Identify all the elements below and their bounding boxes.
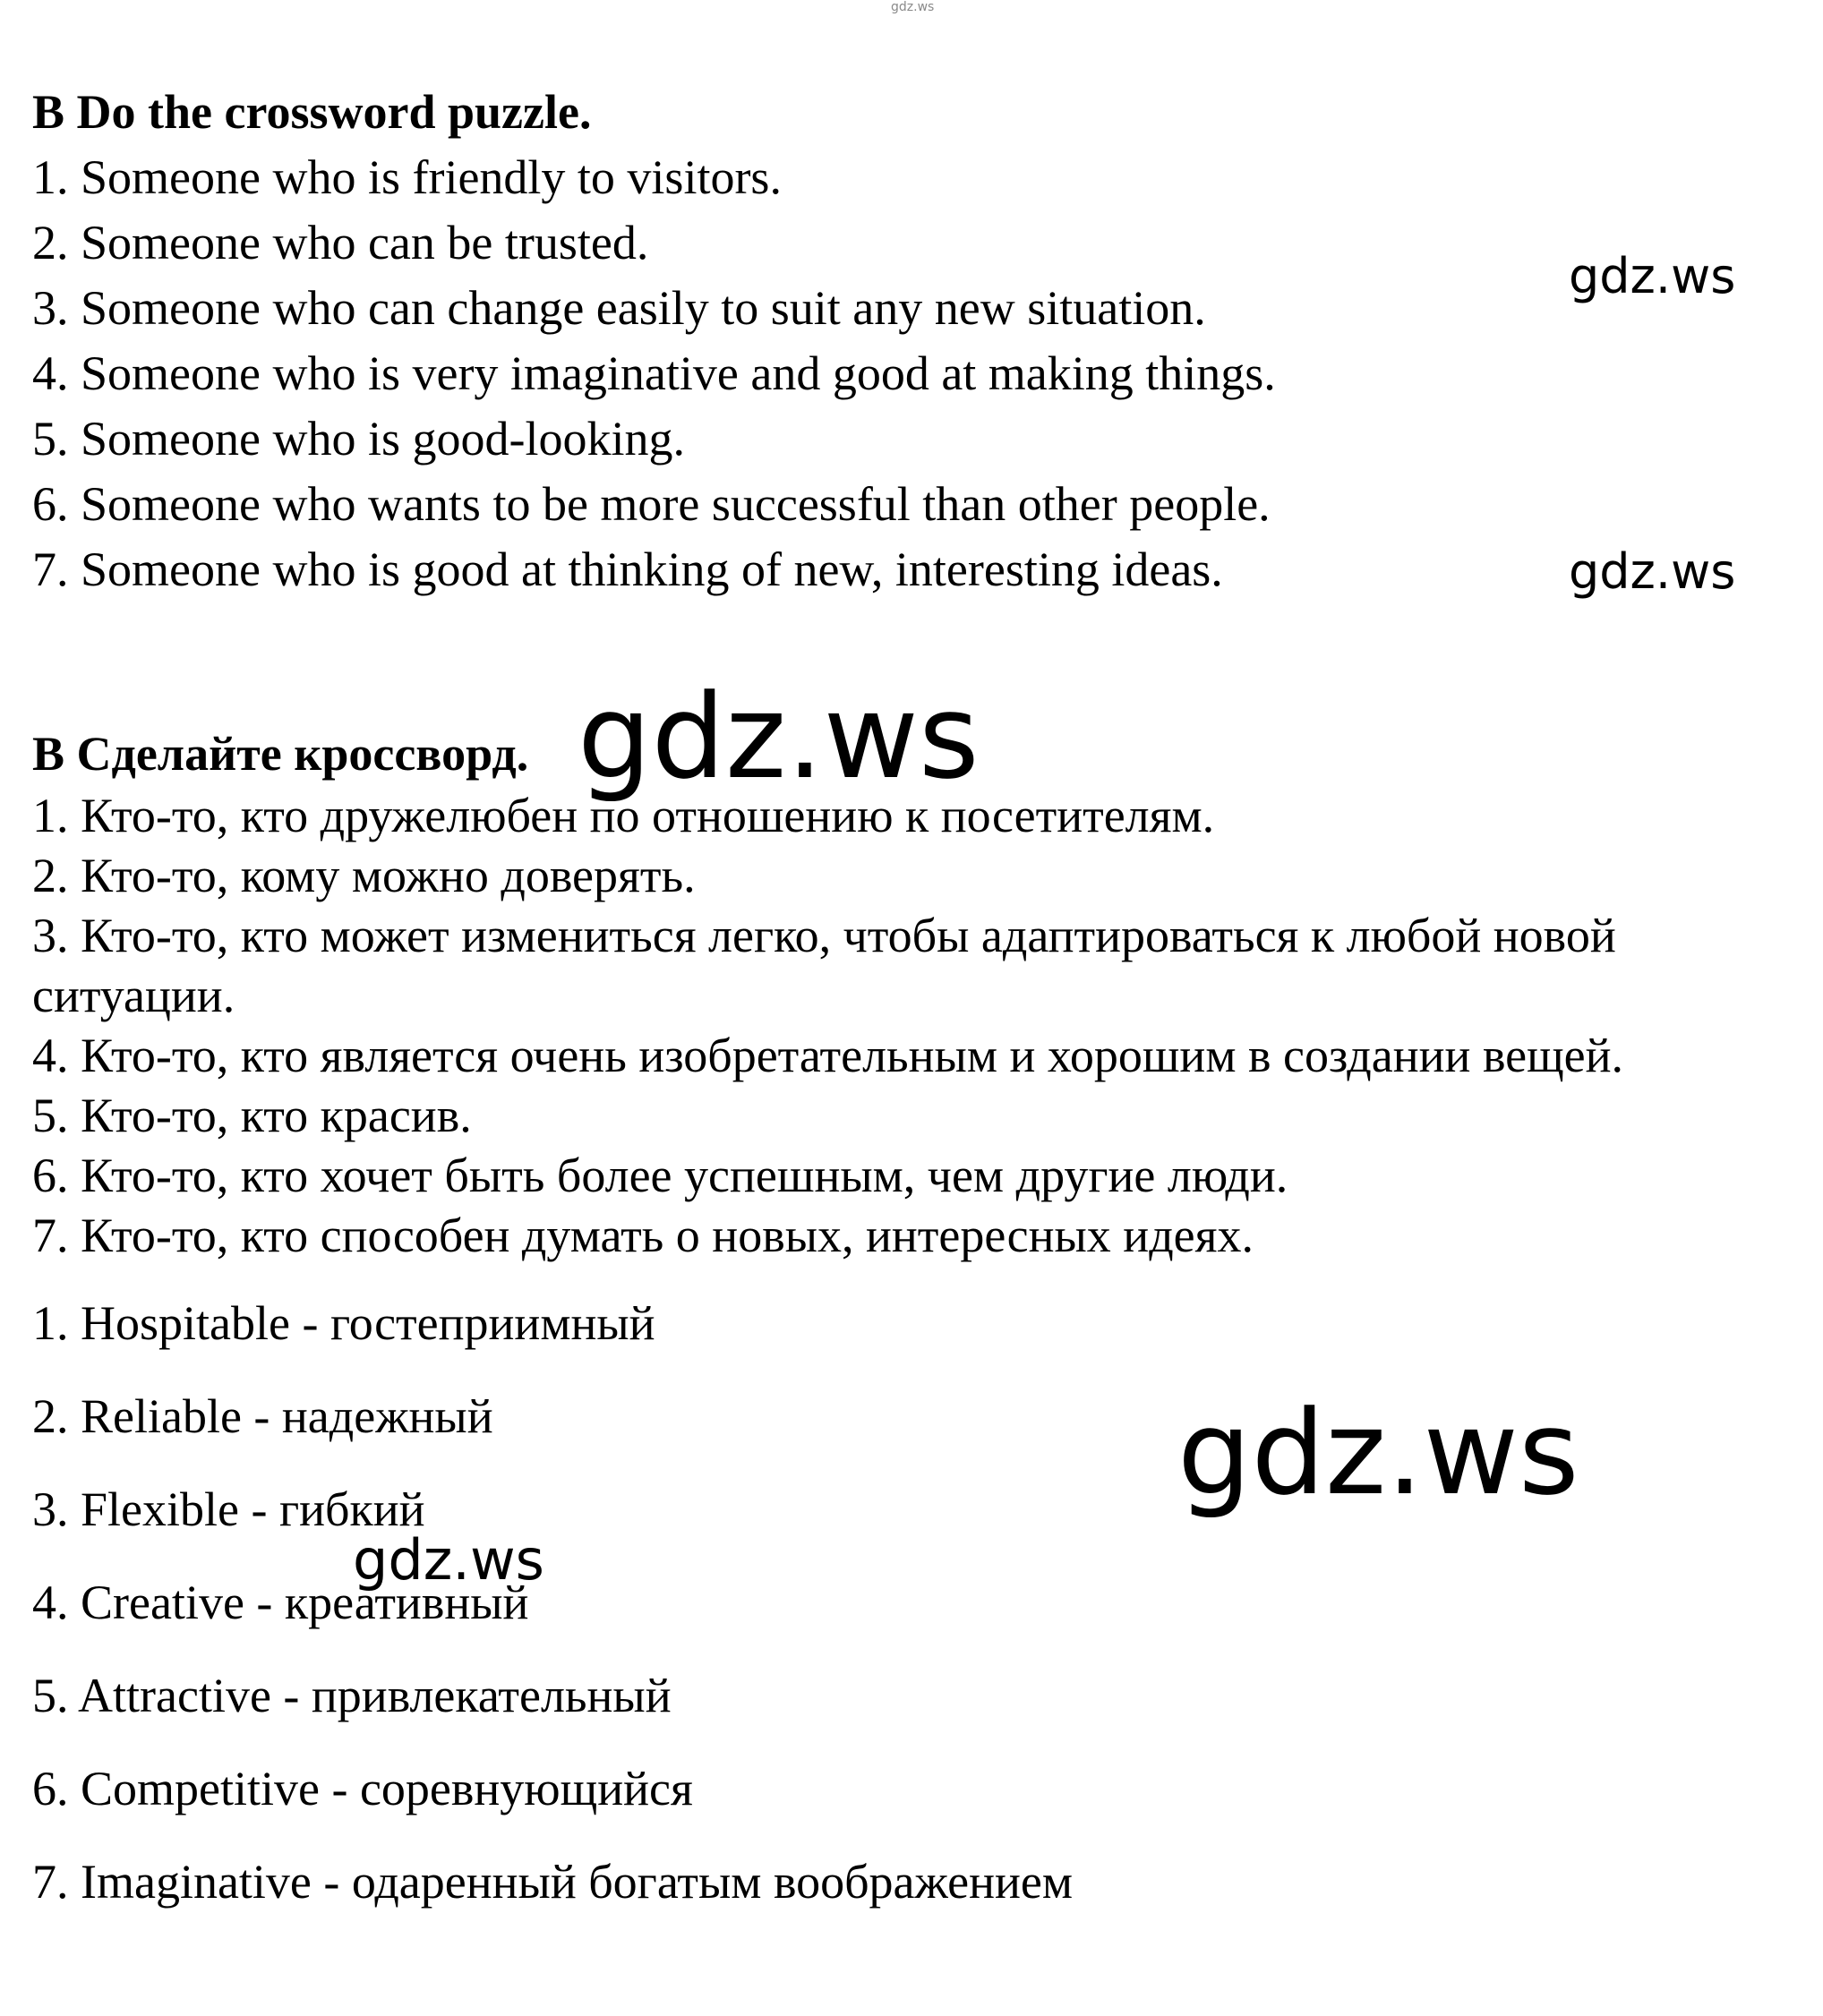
watermark-small-left: gdz.ws — [353, 1527, 544, 1593]
answer-4: 4. Creative - креативный — [32, 1576, 529, 1629]
russian-clue-list — [32, 786, 1805, 1266]
russian-clue-7: 7. Кто-то, кто способен думать о новых, интересных идеях. — [32, 1209, 1254, 1262]
english-clue-5: 5. Someone who is good-looking. — [32, 412, 685, 466]
russian-clue-1: 1. Кто-то, кто дружелюбен по отношению к посетителям. — [32, 789, 1215, 842]
russian-heading: B Сделайте кроссворд. — [32, 727, 529, 781]
answer-5: 5. Attractive - привлекательный — [32, 1669, 672, 1722]
answer-3: 3. Flexible - гибкий — [32, 1482, 425, 1536]
watermark-top: gdz.ws — [891, 0, 935, 14]
answer-2: 2. Reliable - надежный — [32, 1389, 493, 1443]
english-clue-7: 7. Someone who is good at thinking of new, interesting ideas. — [32, 542, 1223, 596]
russian-clue-4: 4. Кто-то, кто является очень изобретательным и хорошим в создании вещей. — [32, 1029, 1624, 1082]
answer-7: 7. Imaginative - одаренный богатым воображением — [32, 1855, 1074, 1909]
english-clue-3: 3. Someone who can change easily to suit any new situation. — [32, 281, 1206, 335]
answer-6: 6. Competitive - соревнующийся — [32, 1762, 693, 1815]
watermark-right-upper: gdz.ws — [1569, 248, 1736, 304]
english-section — [32, 79, 1805, 602]
english-clue-1: 1. Someone who is friendly to visitors. — [32, 150, 782, 204]
english-clue-6: 6. Someone who wants to be more successful than other people. — [32, 477, 1271, 531]
answer-1: 1. Hospitable - гостеприимный — [32, 1296, 655, 1350]
watermark-right-lower: gdz.ws — [1569, 543, 1736, 600]
russian-clue-6: 6. Кто-то, кто хочет быть более успешным, чем другие люди. — [32, 1149, 1288, 1202]
english-clue-2: 2. Someone who can be trusted. — [32, 216, 649, 269]
english-clue-list — [32, 145, 1805, 602]
english-clue-4: 4. Someone who is very imaginative and good at making things. — [32, 346, 1276, 400]
russian-clue-5: 5. Кто-то, кто красив. — [32, 1089, 472, 1142]
russian-clue-2: 2. Кто-то, кому можно доверять. — [32, 849, 696, 902]
russian-clue-3: 3. Кто-то, кто может измениться легко, чтобы адаптироваться к любой новой ситуации. — [32, 909, 1616, 1022]
watermark-large-center: gdz.ws — [578, 669, 980, 805]
watermark-large-right: gdz.ws — [1177, 1385, 1579, 1521]
english-heading: B Do the crossword puzzle. — [32, 85, 592, 139]
